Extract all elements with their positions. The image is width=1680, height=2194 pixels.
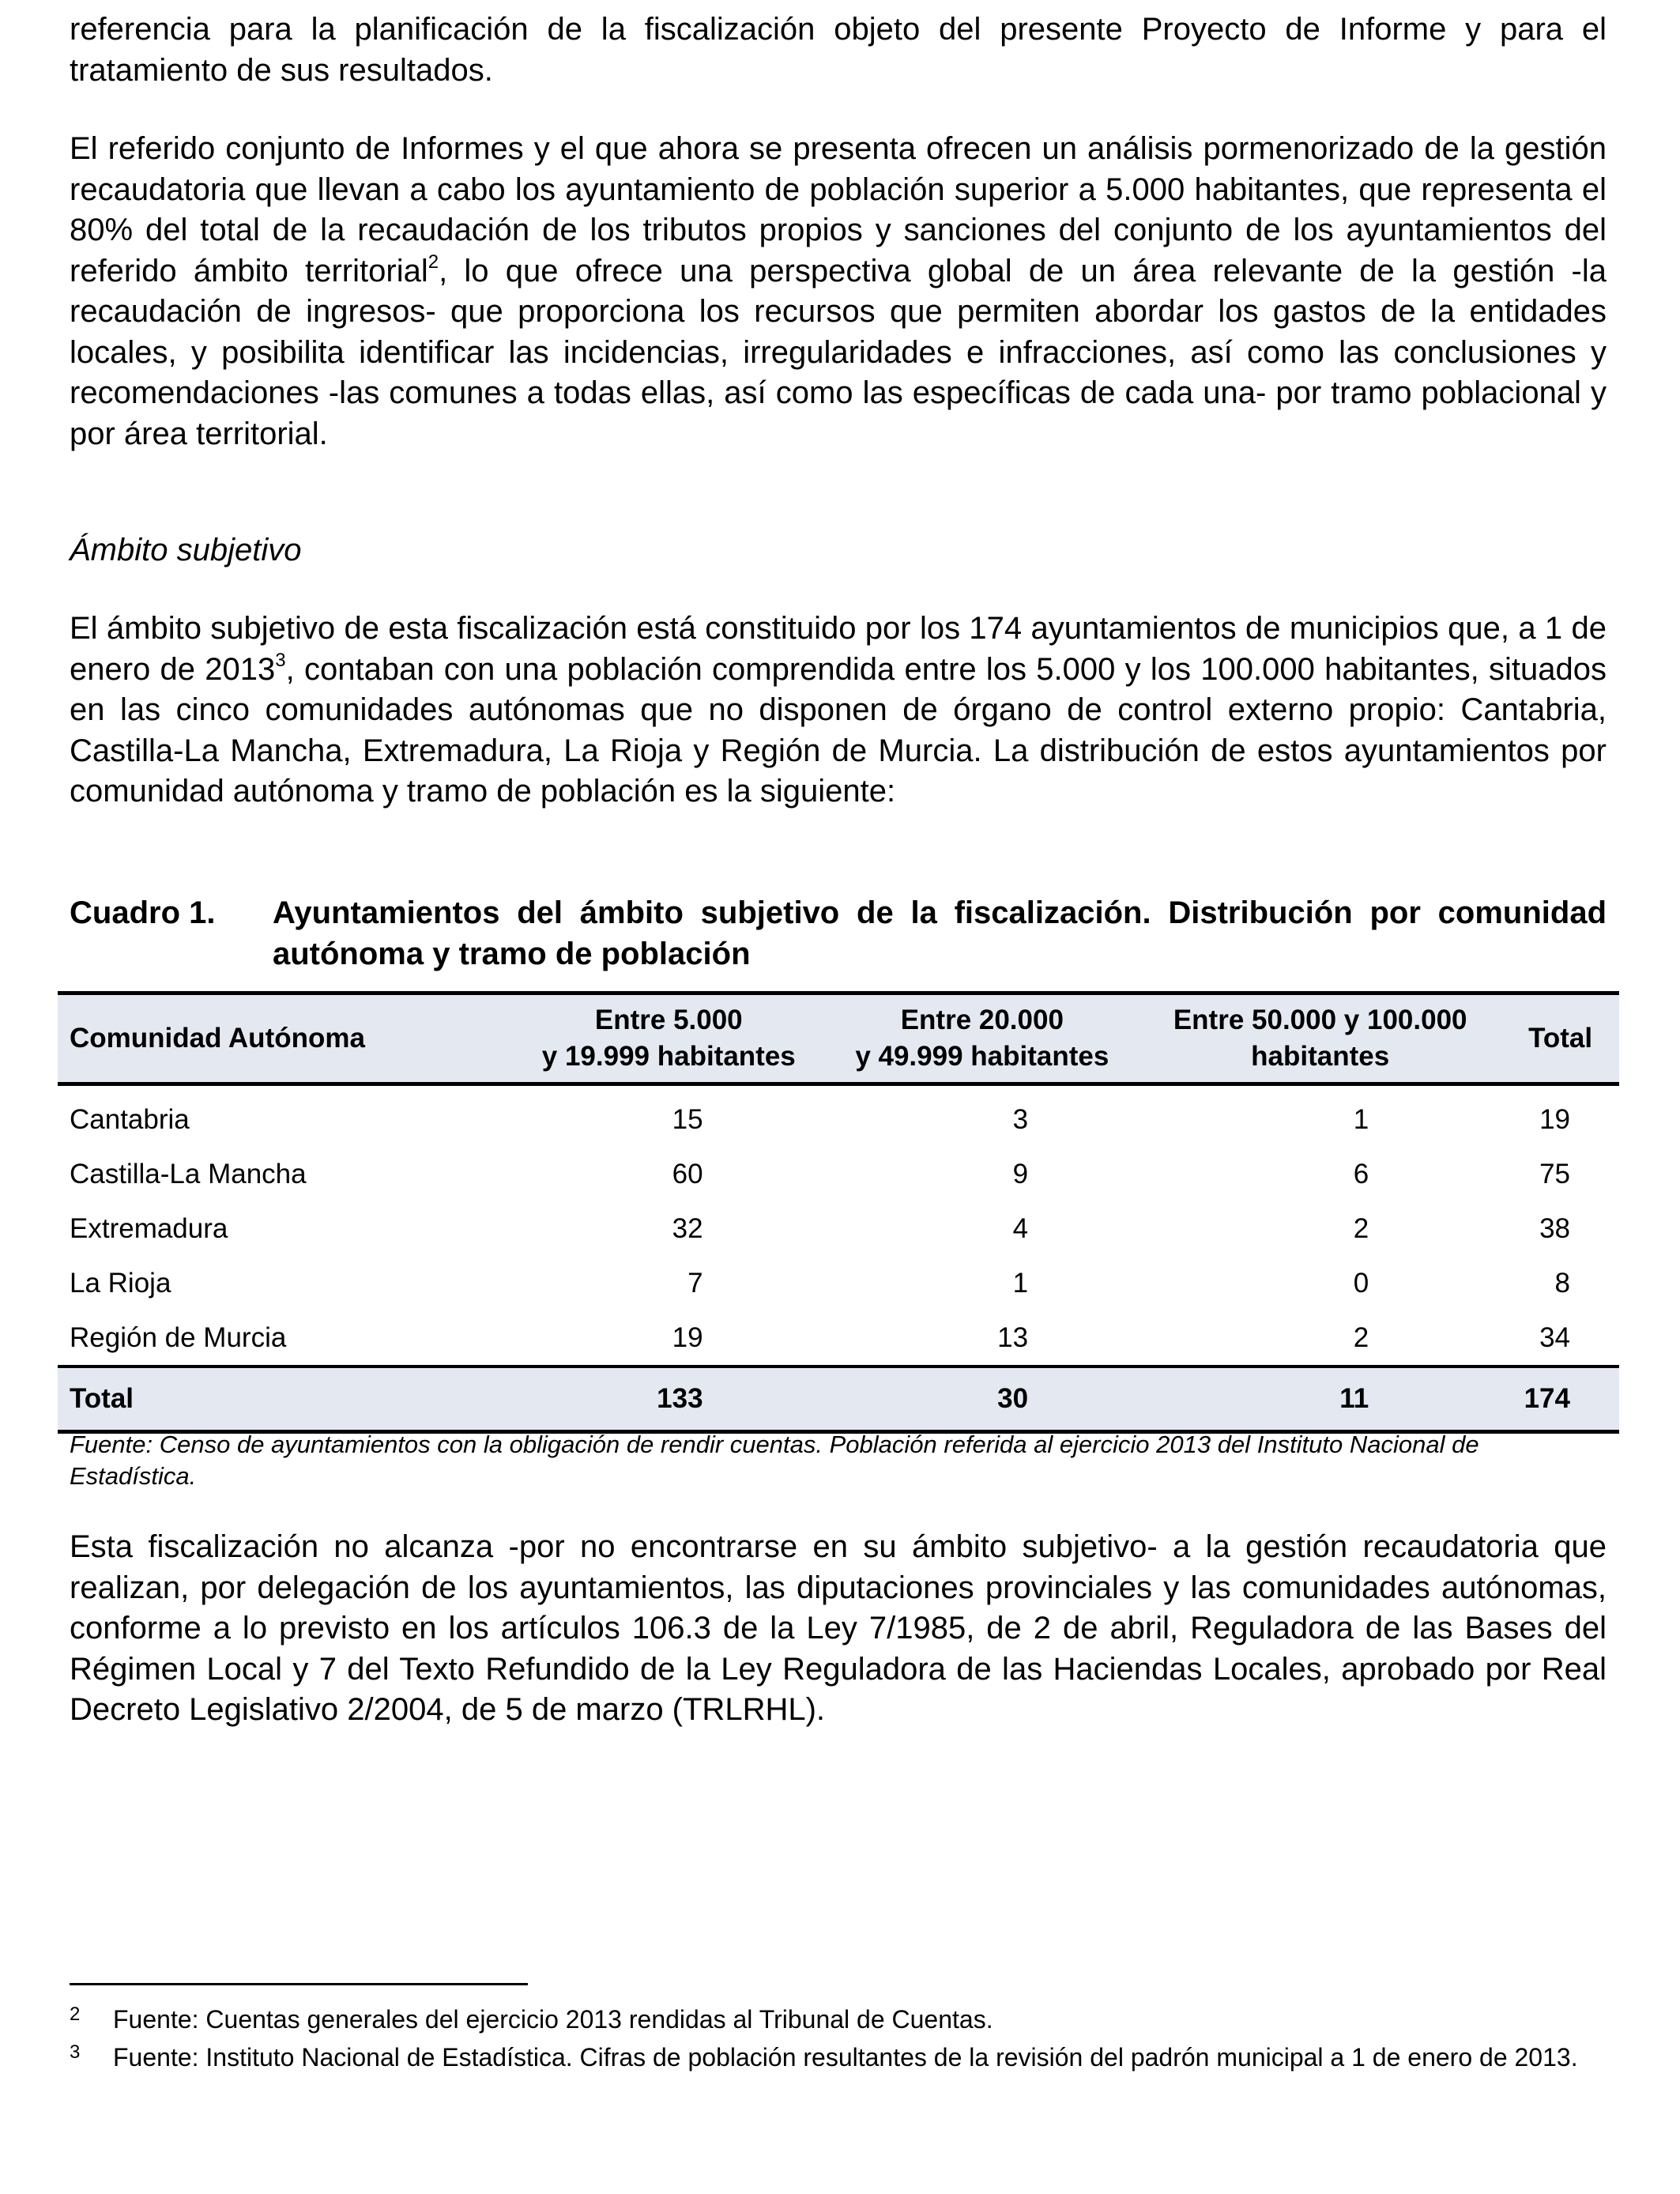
cell-comunidad: La Rioja	[70, 1267, 171, 1299]
table-caption-title: Ayuntamientos del ámbito subjetivo de la fiscalización. Distribución por comunidad autónoma y tramo de población	[273, 895, 1607, 971]
header-line: habitantes	[1251, 1041, 1390, 1072]
total-label: Total	[58, 1367, 512, 1432]
header-line: Entre 50.000 y 100.000	[1173, 1005, 1467, 1035]
cell-comunidad: Extremadura	[70, 1212, 228, 1244]
footnote-reference[interactable]: 2	[428, 251, 439, 273]
header-line: Entre 5.000	[594, 1005, 743, 1035]
footnote-separator	[70, 1983, 528, 1985]
distribution-table	[58, 991, 1619, 1434]
header-tramo-1	[512, 993, 826, 1084]
total-total: 174	[1501, 1367, 1619, 1432]
cell-comunidad: Región de Murcia	[70, 1321, 287, 1353]
table-caption-number: Cuadro 1.	[70, 895, 216, 930]
table-header-row	[58, 993, 1619, 1084]
paragraph-conjunto-informes	[70, 129, 1607, 454]
footnote-mark: 2	[70, 2004, 81, 2025]
cell-tramo-1: 19	[672, 1321, 703, 1353]
cell-tramo-3: 1	[1353, 1103, 1369, 1135]
table-source-note: Fuente: Censo de ayuntamientos con la obligación de rendir cuentas. Población referida al ejercicio 2013 del Instituto Nacional de Estadística.	[70, 1431, 1479, 1490]
total-tramo-3: 11	[1139, 1367, 1501, 1432]
cell-tramo-1: 15	[672, 1103, 703, 1135]
table-row	[58, 1201, 1619, 1256]
table-container	[58, 991, 1619, 1434]
cell-tramo-3: 2	[1353, 1212, 1369, 1244]
header-line: y 49.999 habitantes	[855, 1041, 1109, 1072]
cell-tramo-3: 6	[1353, 1158, 1369, 1189]
cell-tramo-1: 32	[672, 1212, 703, 1244]
footnote-text: Fuente: Instituto Nacional de Estadística. Cifras de población resultantes de la revisión del padrón municipal a 1 de enero de 2013.	[113, 2043, 1578, 2071]
cell-tramo-2: 13	[997, 1321, 1029, 1353]
total-tramo-2: 30	[826, 1367, 1139, 1432]
header-line: y 19.999 habitantes	[541, 1041, 796, 1072]
cell-comunidad: Cantabria	[70, 1103, 190, 1135]
section-heading: Ámbito subjetivo	[70, 533, 302, 567]
cell-tramo-1: 60	[672, 1158, 703, 1189]
table-row	[58, 1084, 1619, 1148]
paragraph-ambito-subjetivo	[70, 609, 1607, 812]
cell-tramo-2: 9	[1012, 1158, 1029, 1189]
cell-tramo-3: 0	[1353, 1267, 1369, 1299]
header-tramo-3	[1139, 993, 1501, 1084]
paragraph-text: El referido conjunto de Informes y el que ahora se presenta ofrecen un análisis pormenorizado de la gestión recaudatoria que llevan a cabo los ayuntamiento de población superior a 5.000 habitantes, que representa el 80% del total de la recaudación de los tributos propios y sanciones del conjunto de los ayuntamientos del referido ámbito territorial	[70, 131, 1607, 288]
cell-tramo-3: 2	[1353, 1321, 1369, 1353]
header-comunidad: Comunidad Autónoma	[58, 993, 512, 1084]
paragraph-delegacion: Esta fiscalización no alcanza -por no encontrarse en su ámbito subjetivo- a la gestión recaudatoria que realizan, por delegación de los ayuntamientos, las diputaciones provinciales y las comunidades autónomas, conforme a lo previsto en los artículos 106.3 de la Ley 7/1985, de 2 de abril, Reguladora de las Bases del Régimen Local y 7 del Texto Refundido de la Ley Reguladora de las Haciendas Locales, aprobado por Real Decreto Legislativo 2/2004, de 5 de marzo (TRLRHL).	[70, 1529, 1607, 1727]
table-caption	[70, 893, 1607, 974]
total-tramo-1: 133	[512, 1367, 826, 1432]
cell-total: 75	[1539, 1158, 1570, 1189]
paragraph-text: , contaban con una población comprendida entre los 5.000 y los 100.000 habitantes, situados en las cinco comunidades autónomas que no disponen de órgano de control externo propio: Cantabria, Castilla-La Mancha, Extremadura, La Rioja y Región de Murcia. La distribución de estos ayuntamientos por comunidad autónoma y tramo de población es la siguiente:	[70, 651, 1607, 809]
table-row	[58, 1256, 1619, 1310]
header-tramo-2	[826, 993, 1139, 1084]
footnote-mark: 3	[70, 2041, 81, 2063]
header-line: Entre 20.000	[900, 1005, 1064, 1035]
cell-total: 19	[1539, 1103, 1570, 1135]
paragraph-text: El ámbito subjetivo de esta fiscalización está constituido por los 174 ayuntamientos de municipios que, a 1 de enero de 2013	[70, 611, 1607, 687]
header-total: Total	[1501, 993, 1619, 1084]
cell-total: 38	[1539, 1212, 1570, 1244]
footnote-reference[interactable]: 3	[275, 650, 286, 672]
footnote	[70, 2004, 1607, 2034]
cell-tramo-2: 3	[1012, 1103, 1029, 1135]
paragraph-intro-continuation: referencia para la planificación de la fiscalización objeto del presente Proyecto de Informe y para el tratamiento de sus resultados.	[70, 12, 1607, 88]
table-row	[58, 1147, 1619, 1201]
cell-total: 34	[1539, 1321, 1570, 1353]
footnote	[70, 2042, 1607, 2072]
footnote-text: Fuente: Cuentas generales del ejercicio 2013 rendidas al Tribunal de Cuentas.	[113, 2005, 993, 2034]
cell-total: 8	[1554, 1267, 1570, 1299]
table-row	[58, 1310, 1619, 1367]
cell-comunidad: Castilla-La Mancha	[70, 1158, 307, 1189]
cell-tramo-2: 4	[1012, 1212, 1029, 1244]
paragraph-text: , lo que ofrece una perspectiva global de un área relevante de la gestión -la recaudación de ingresos- que proporciona los recursos que permiten abordar los gastos de la entidades locales, y posibilita identificar las incidencias, irregularidades e infracciones, así como las conclusiones y recomendaciones -las comunes a todas ellas, así como las específicas de cada una- por tramo poblacional y por área territorial.	[70, 253, 1607, 451]
table-total-row	[58, 1367, 1619, 1432]
cell-tramo-2: 1	[1012, 1267, 1029, 1299]
cell-tramo-1: 7	[687, 1267, 703, 1299]
